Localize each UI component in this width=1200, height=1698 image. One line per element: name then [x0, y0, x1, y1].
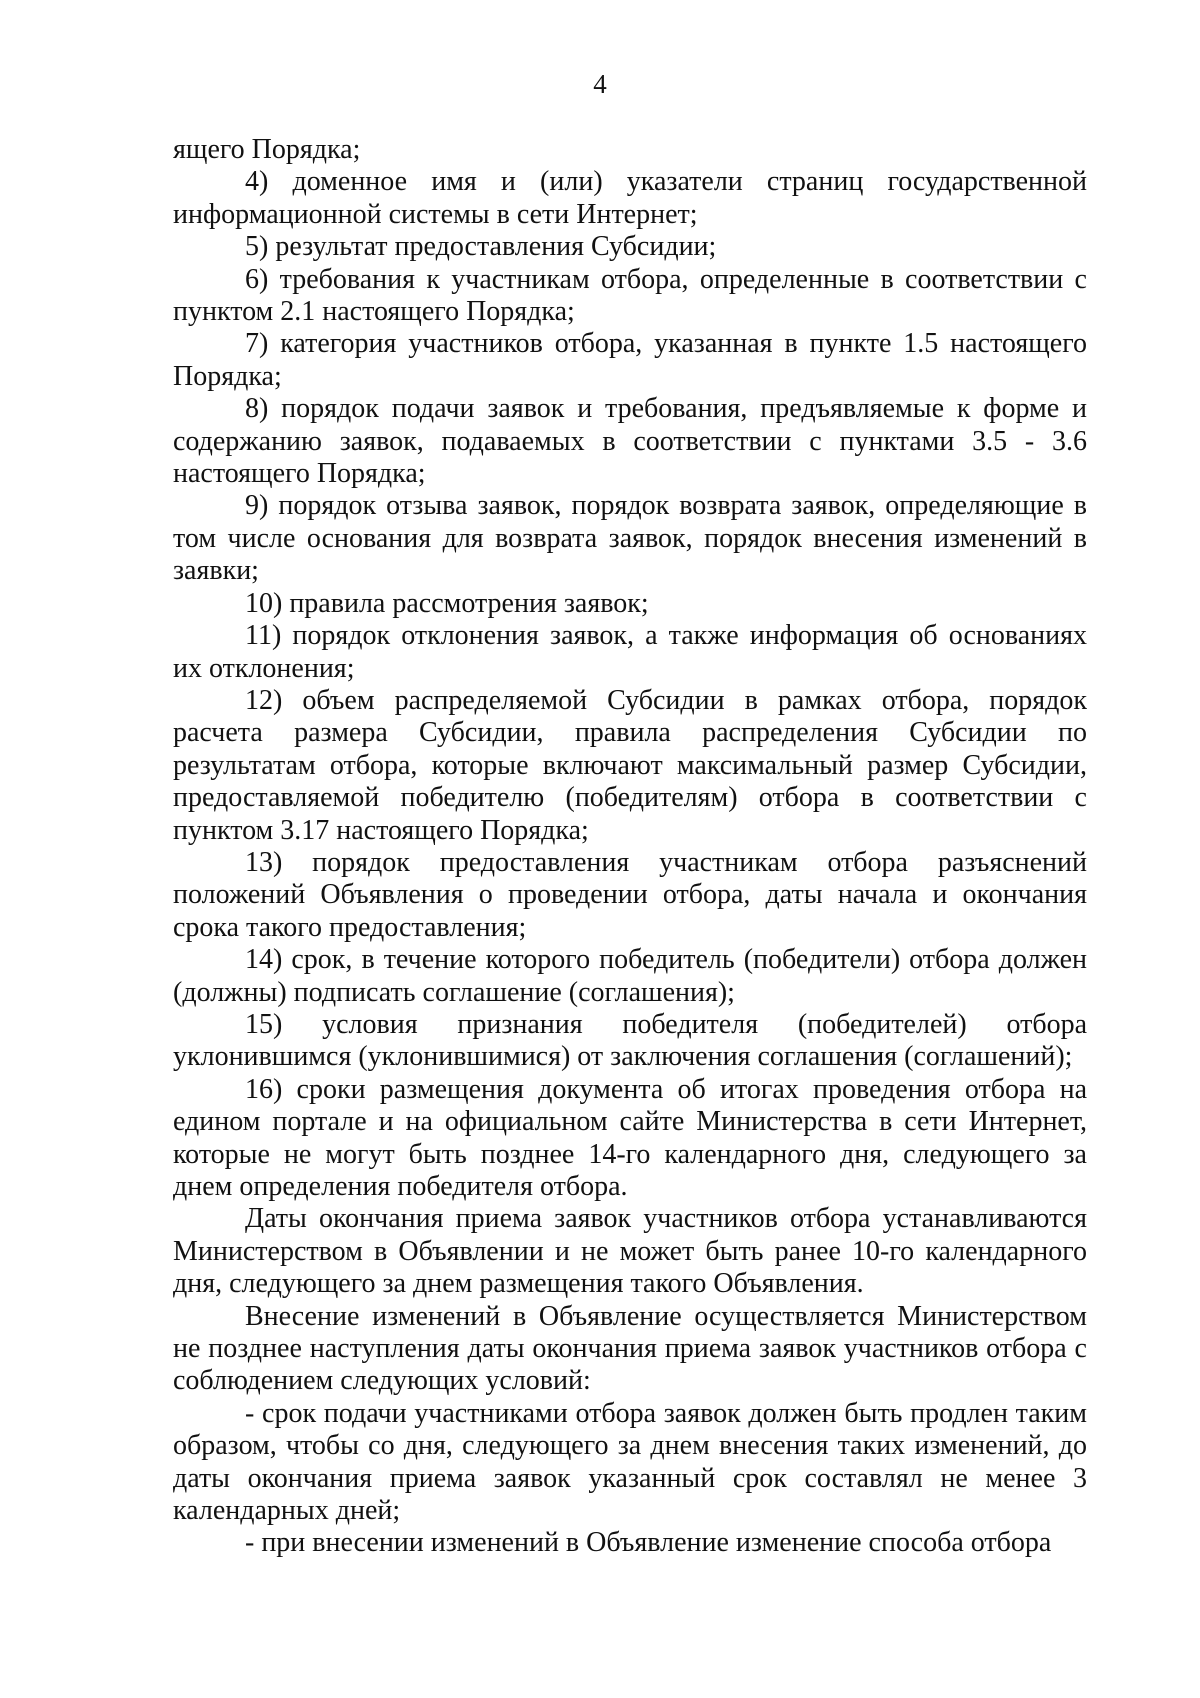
condition-item-2: - при внесении изменений в Объявление изменение способа отбора: [245, 1527, 1052, 1559]
paragraph-deadline: Даты окончания приема заявок участников отбора устанавливаются Министерством в Объявлении и не может быть ранее 10-го календарного дня, следующего за днем размещения такого Объявления.: [173, 1203, 1087, 1300]
condition-item-1: - срок подачи участниками отбора заявок должен быть продлен таким образом, чтобы со дня, следующего за днем внесения таких изменений, до даты окончания приема заявок указанный срок составлял не менее 3 календарных дней;: [173, 1397, 1087, 1527]
list-item-9: 9) порядок отзыва заявок, порядок возврата заявок, определяющие в том числе основания для возврата заявок, порядок внесения изменений в заявки;: [173, 490, 1087, 587]
paragraph-continuation: ящего Порядка;: [173, 134, 361, 165]
list-item-6: 6) требования к участникам отбора, определенные в соответствии с пунктом 2.1 настоящего Порядка;: [173, 263, 1087, 328]
page-number: 4: [593, 69, 607, 99]
document-body: [173, 134, 1087, 1560]
list-item-5: 5) результат предоставления Субсидии;: [245, 231, 717, 263]
paragraph-amendments: Внесение изменений в Объявление осуществляется Министерством не позднее наступления даты окончания приема заявок участников отбора с соблюдением следующих условий:: [173, 1300, 1087, 1397]
list-item-11: 11) порядок отклонения заявок, а также информация об основаниях их отклонения;: [173, 620, 1087, 684]
list-item-15: 15) условия признания победителя (победителей) отбора уклонившимся (уклонившимися) от заключения соглашения (соглашений);: [173, 1008, 1087, 1073]
list-item-8: 8) порядок подачи заявок и требования, предъявляемые к форме и содержанию заявок, подаваемых в соответствии с пунктами 3.5 - 3.6 настоящего Порядка;: [173, 393, 1087, 490]
list-item-12: 12) объем распределяемой Субсидии в рамках отбора, порядок расчета размера Субсидии, правила распределения Субсидии по результатам отбора, которые включают максимальный размер Субсидии, предоставляемой победителю (победителям) отбора в соответствии с пунктом 3.17 настоящего Порядка;: [173, 684, 1087, 846]
list-item-7: 7) категория участников отбора, указанная в пункте 1.5 настоящего Порядка;: [173, 328, 1087, 392]
list-item-4: 4) доменное имя и (или) указатели страниц государственной информационной системы в сети Интернет;: [173, 166, 1087, 230]
list-item-16: 16) сроки размещения документа об итогах проведения отбора на едином портале и на официальном сайте Министерства в сети Интернет, которые не могут быть позднее 14-го календарного дня, следующего за днем определения победителя отбора.: [173, 1073, 1087, 1202]
list-item-10: 10) правила рассмотрения заявок;: [245, 587, 649, 619]
list-item-14: 14) срок, в течение которого победитель (победители) отбора должен (должны) подписать соглашение (соглашения);: [173, 944, 1087, 1008]
list-item-13: 13) порядок предоставления участникам отбора разъяснений положений Объявления о проведении отбора, даты начала и окончания срока такого предоставления;: [173, 846, 1087, 943]
